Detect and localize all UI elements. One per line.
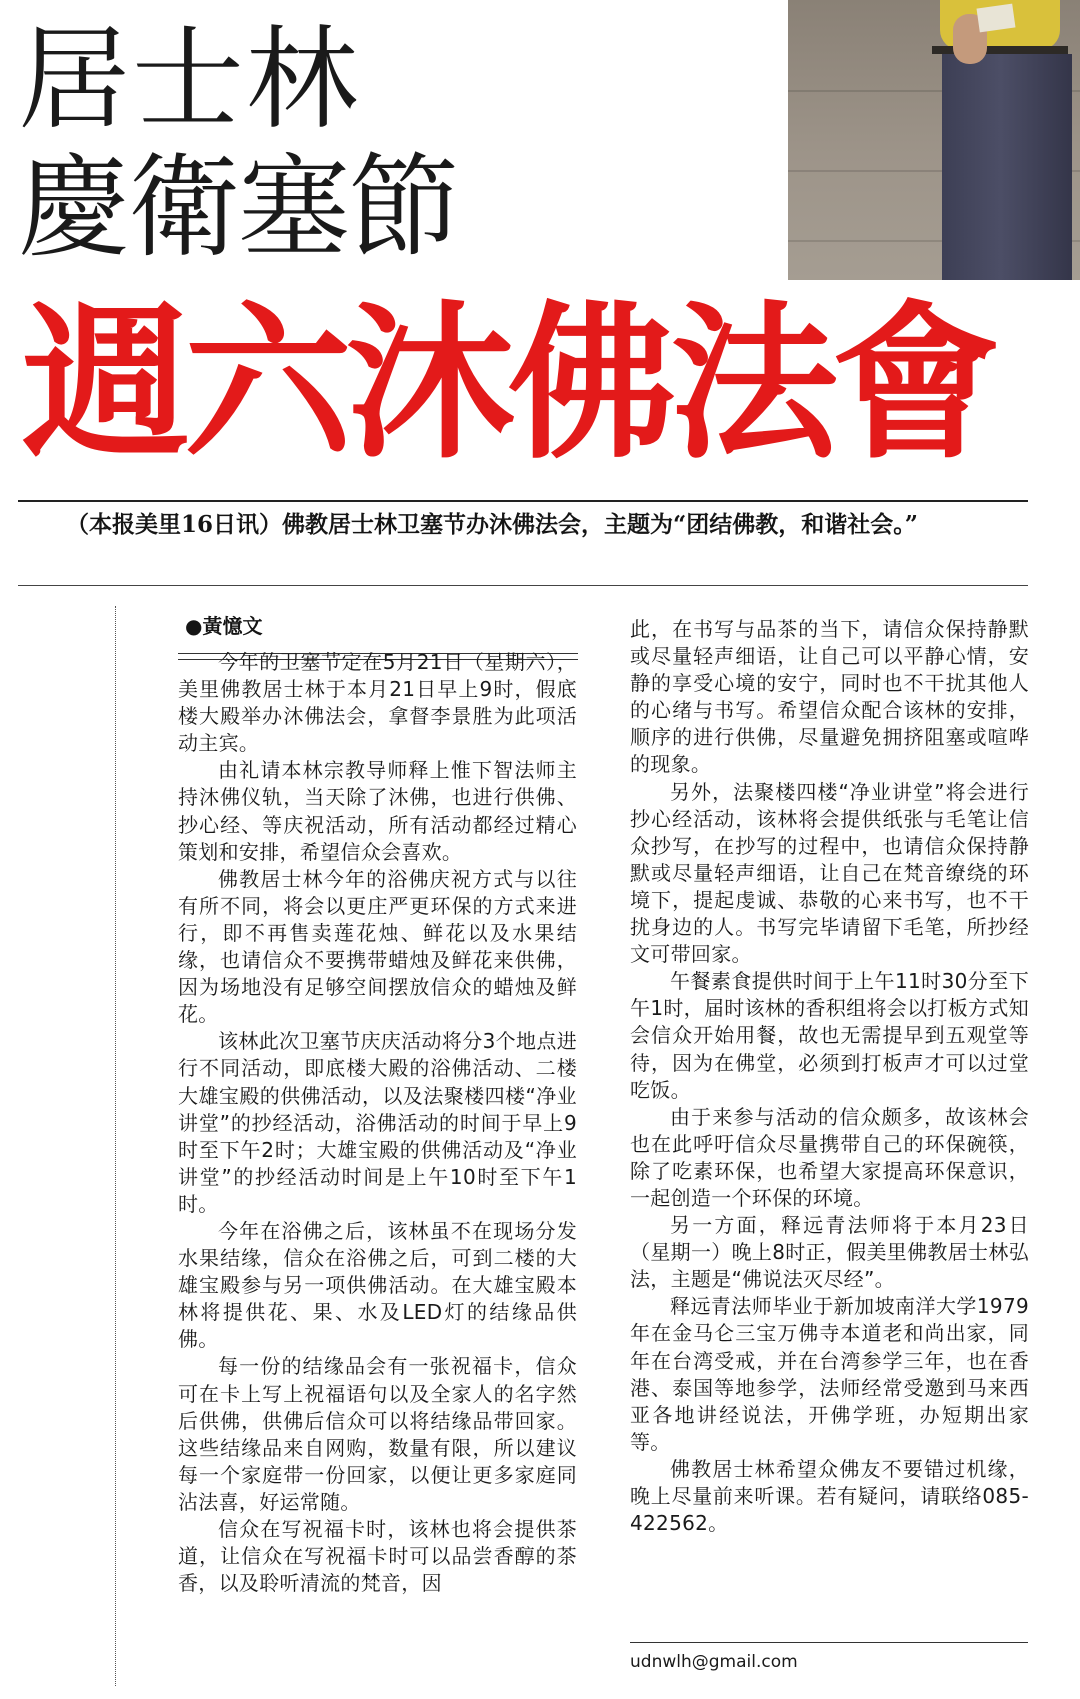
article-photo	[788, 0, 1080, 280]
paragraph: 此，在书写与品茶的当下，请信众保持静默或尽量轻声细语，让自己可以平静心情，安静的享受心境的安宁，同时也不干扰其他人的心绪与书写。希望信众配合该林的安排，顺序的进行供佛，尽量避免拥挤阻塞或喧哗的现象。	[630, 617, 1029, 777]
paragraph: 由于来参与活动的信众颇多，故该林会也在此呼吁信众尽量携带自己的环保碗筷，除了吃素环保，也希望大家提高环保意识，一起创造一个环保的环境。	[630, 1104, 1029, 1210]
lead-paragraph: （本报美里16日讯）佛教居士林卫塞节办沐佛法会，主题为“团结佛教，和谐社会。”	[66, 511, 918, 538]
paragraph: 午餐素食提供时间于上午11时30分至下午1时，届时该林的香积组将会以打板方式知会信众开始用餐，故也无需提早到五观堂等待，因为在佛堂，必须到打板声才可以过堂吃饭。	[630, 969, 1029, 1102]
paragraph: 每一份的结缘品会有一张祝福卡，信众可在卡上写上祝福语句以及全家人的名字然后供佛，供佛后信众可以将结缘品带回家。这些结缘品来自网购，数量有限，所以建议每一个家庭带一份回家，以便让更多家庭同沾法喜，好运常随。	[178, 1354, 577, 1514]
paragraph: 释远青法师毕业于新加坡南洋大学1979年在金马仑三宝万佛寺本道老和尚出家，同年在台湾受戒，并在台湾参学三年，也在香港、泰国等地参学，法师经常受邀到马来西亚各地讲经说法，开佛学班，办短期出家等。	[630, 1294, 1029, 1454]
paragraph: 另一方面，释远青法师将于本月23日（星期一）晚上8时正，假美里佛教居士林弘法，主题是“佛说法灭尽经”。	[630, 1213, 1029, 1292]
reporter-email[interactable]: udnwlh@gmail.com	[630, 1652, 798, 1672]
paragraph: 该林此次卫塞节庆庆活动将分3个地点进行不同活动，即底楼大殿的浴佛活动、二楼大雄宝殿的供佛活动，以及法聚楼四楼“净业讲堂”的抄经活动，浴佛活动的时间于早上9时至下午2时；大雄宝殿的供佛活动及“净业讲堂”的抄经活动时间是上午10时至下午1时。	[178, 1029, 577, 1216]
paragraph: 佛教居士林希望众佛友不要错过机缘，晚上尽量前来听课。若有疑问，请联络085-422562。	[630, 1456, 1029, 1536]
photo-card	[977, 4, 1016, 33]
headline: 週六沐佛法會	[22, 284, 994, 482]
paragraph: 信众在写祝福卡时，该林也将会提供茶道，让信众在写祝福卡时可以品尝香醇的茶香，以及聆听清流的梵音，因	[178, 1517, 577, 1596]
kicker-line-2: 慶衛塞節	[18, 143, 458, 273]
lead-bottom-rule	[18, 585, 1028, 586]
paragraph: 今年在浴佛之后，该林虽不在现场分发水果结缘，信众在浴佛之后，可到二楼的大雄宝殿参与另一项供佛活动。在大雄宝殿本林将提供花、果、水及LED灯的结缘品供佛。	[178, 1218, 577, 1352]
email-rule	[630, 1642, 1028, 1643]
paragraph: 佛教居士林今年的浴佛庆祝方式与以往有所不同，将会以更庄严更环保的方式来进行，即不再售卖莲花烛、鲜花以及水果结缘，也请信众不要携带蜡烛及鲜花来供佛，因为场地没有足够空间摆放信众的蜡烛及鲜花。	[178, 866, 577, 1027]
byline: ●黃憶文	[185, 614, 263, 638]
article-column-1	[178, 649, 577, 1597]
photo-figure-legs	[942, 54, 1072, 280]
paragraph: 另外，法聚楼四楼“净业讲堂”将会进行抄心经活动，该林将会提供纸张与毛笔让信众抄写，在抄写的过程中，也请信众保持静默或尽量轻声细语，让自己在梵音缭绕的环境下，提起虔诚、恭敬的心来书写，也不干扰身边的人。书写完毕请留下毛笔，所抄经文可带回家。	[630, 779, 1029, 967]
paragraph: 由礼请本林宗教导师释上惟下智法师主持沐佛仪轨，当天除了沐佛，也进行供佛、抄心经、等庆祝活动，所有活动都经过精心策划和安排，希望信众会喜欢。	[178, 758, 577, 864]
paragraph: 今年的卫塞节定在5月21日（星期六），美里佛教居士林于本月21日早上9时，假底楼大殿举办沐佛法会，拿督李景胜为此项活动主宾。	[178, 650, 577, 756]
article-column-2	[630, 616, 1029, 1537]
column-divider	[115, 606, 116, 1686]
lead-top-rule	[18, 500, 1028, 502]
kicker-line-1: 居士林	[18, 15, 360, 145]
